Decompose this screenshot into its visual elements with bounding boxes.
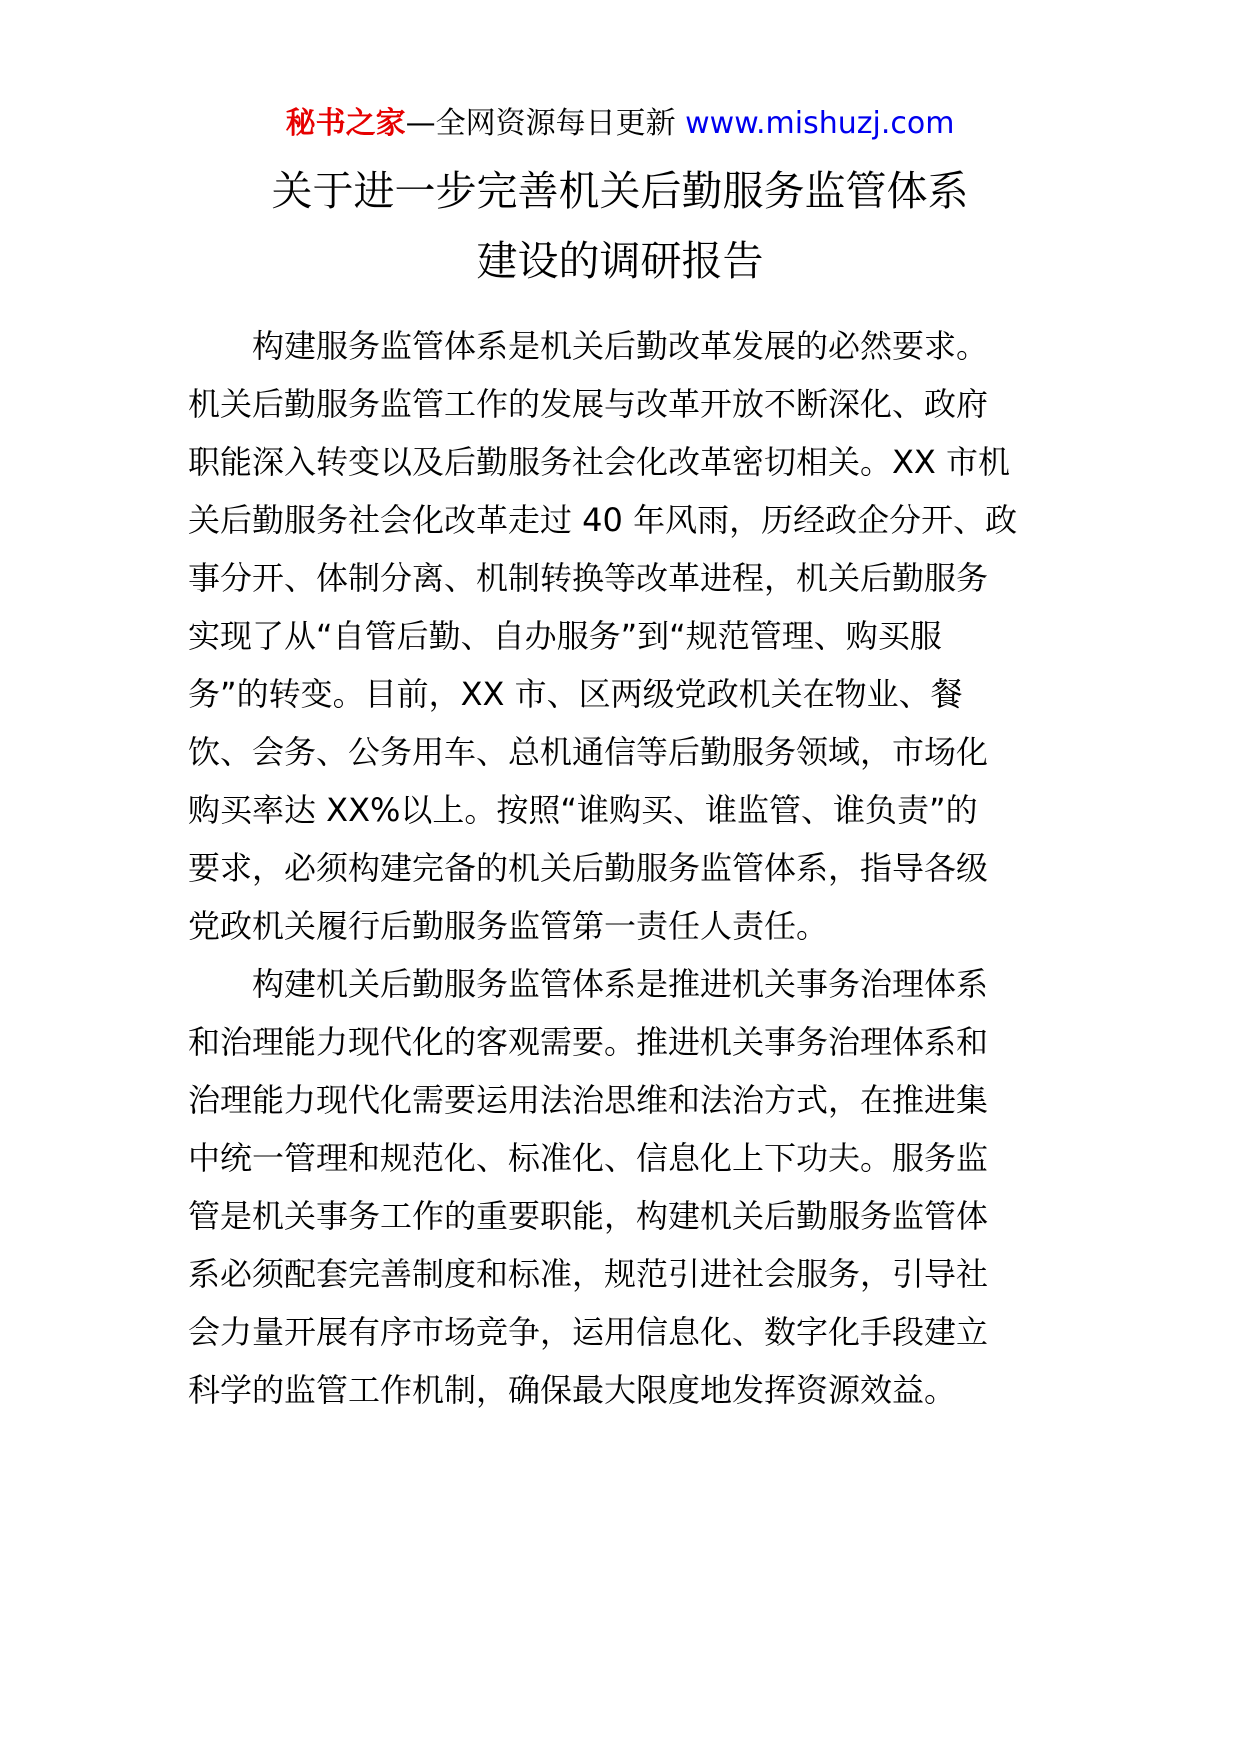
document-title-line-1: 关于进一步完善机关后勤服务监管体系 [271, 167, 969, 215]
paragraph-1-line: 购买率达 XX%以上。按照“谁购买、谁监管、谁负责”的 [188, 791, 978, 829]
paragraph-1-line: 务”的转变。目前，XX 市、区两级党政机关在物业、餐 [188, 675, 963, 713]
document-title-line-2: 建设的调研报告 [476, 237, 764, 285]
site-header [0, 104, 1240, 144]
paragraph-1-line: 要求，必须构建完备的机关后勤服务监管体系，指导各级 [188, 849, 989, 887]
paragraph-2-line: 系必须配套完善制度和标准，规范引进社会服务，引导社 [188, 1255, 989, 1293]
paragraph-2-line: 治理能力现代化需要运用法治思维和法治方式，在推进集 [188, 1081, 989, 1119]
paragraph-2-line: 会力量开展有序市场竞争，运用信息化、数字化手段建立 [188, 1313, 989, 1351]
paragraph-2-line: 和治理能力现代化的客观需要。推进机关事务治理体系和 [188, 1023, 989, 1061]
paragraph-1-line: 职能深入转变以及后勤服务社会化改革密切相关。XX 市机 [188, 443, 1011, 481]
paragraph-2-line: 科学的监管工作机制，确保最大限度地发挥资源效益。 [188, 1371, 957, 1409]
paragraph-1-line: 构建服务监管体系是机关后勤改革发展的必然要求。 [252, 327, 989, 365]
paragraph-2-line: 管是机关事务工作的重要职能，构建机关后勤服务监管体 [188, 1197, 989, 1235]
paragraph-1-line: 饮、会务、公务用车、总机通信等后勤服务领域，市场化 [188, 733, 989, 771]
paragraph-1-line: 机关后勤服务监管工作的发展与改革开放不断深化、政府 [188, 385, 989, 423]
site-slogan: —全网资源每日更新 [405, 106, 676, 141]
paragraph-1-line: 实现了从“自管后勤、自办服务”到“规范管理、购买服 [188, 617, 942, 655]
paragraph-1-line: 关后勤服务社会化改革走过 40 年风雨，历经政企分开、政 [188, 501, 1018, 539]
paragraph-2-line: 中统一管理和规范化、标准化、信息化上下功夫。服务监 [188, 1139, 989, 1177]
paragraph-1-line: 事分开、体制分离、机制转换等改革进程，机关后勤服务 [188, 559, 989, 597]
paragraph-1-line: 党政机关履行后勤服务监管第一责任人责任。 [188, 907, 829, 945]
site-url-link[interactable]: www.mishuzj.com [685, 106, 955, 141]
paragraph-2-line: 构建机关后勤服务监管体系是推进机关事务治理体系 [252, 965, 989, 1003]
site-brand: 秘书之家 [285, 106, 406, 141]
